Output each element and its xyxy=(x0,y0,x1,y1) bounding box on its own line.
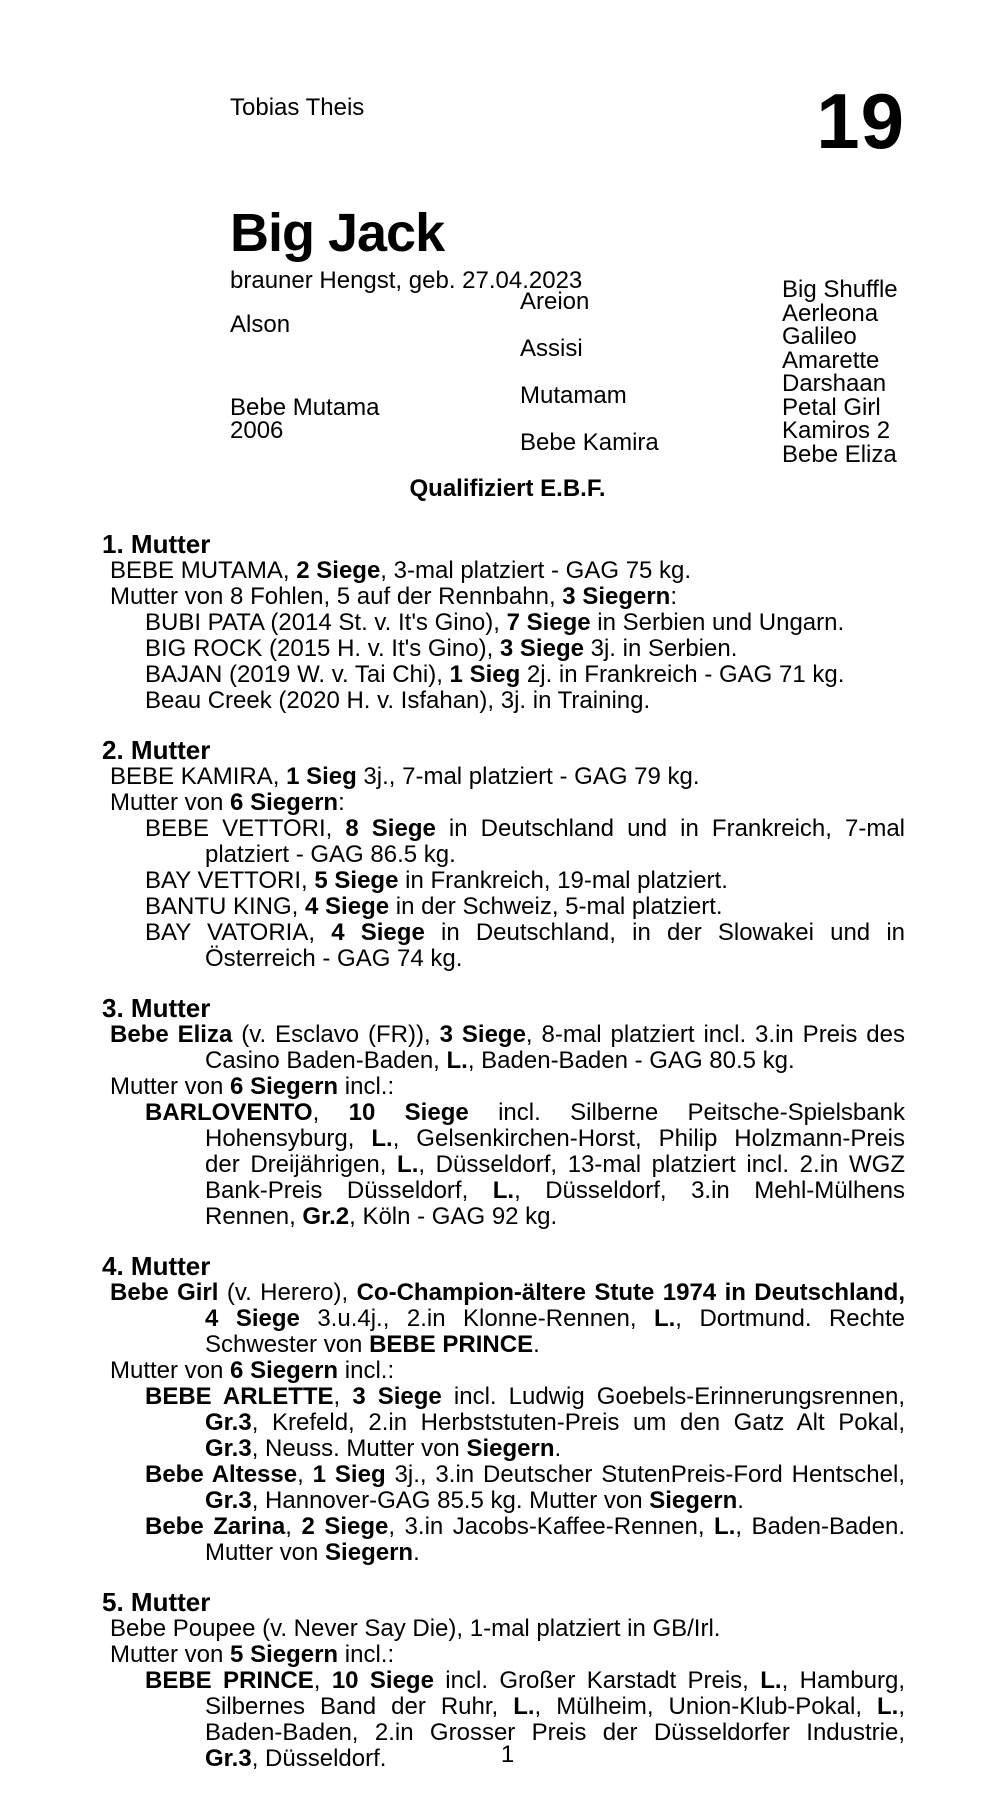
dam-summary-line xyxy=(110,1358,905,1384)
page-header xyxy=(110,0,905,165)
bold-text-run: 2 Siege xyxy=(296,557,381,584)
section-heading: 1. Mutter xyxy=(102,529,211,559)
pedigree-dam xyxy=(230,393,520,444)
text-run: BEBE VETTORI, xyxy=(145,815,346,842)
bold-text-run: Gr.3 xyxy=(205,1409,252,1436)
bold-text-run: 10 Siege xyxy=(348,1099,469,1126)
bold-text-run: Gr.3 xyxy=(205,1435,252,1462)
text-run: incl. Großer Karstadt Preis, xyxy=(433,1667,761,1694)
bold-text-run: L. xyxy=(371,1125,393,1152)
text-run: incl.: xyxy=(338,1073,395,1100)
dam-record-line xyxy=(110,1022,905,1074)
text-run: , Neuss. Mutter von xyxy=(251,1435,467,1462)
text-run: , Krefeld, 2.in Herbststuten-Preis um den Gatz Alt Pokal, xyxy=(251,1409,905,1436)
text-run: . xyxy=(533,1331,540,1358)
text-run: incl. Ludwig Goebels-Erinnerungsrennen, xyxy=(441,1383,906,1410)
bold-text-run: Gr.2 xyxy=(302,1203,350,1230)
produce-record-line xyxy=(110,662,905,688)
text-run: Mutter von xyxy=(110,789,231,816)
text-run: , xyxy=(297,1461,313,1488)
text-run: BEBE MUTAMA, xyxy=(110,557,297,584)
page-number: 1 xyxy=(500,1741,515,1768)
text-run: 3.u.4j., 2.in Klonne-Rennen, xyxy=(299,1305,654,1332)
pedigree-gen3-name: Aerleona xyxy=(782,299,879,327)
text-run: . xyxy=(413,1539,420,1566)
bold-text-run: 4 Siege xyxy=(305,893,390,920)
bold-text-run: Bebe Eliza xyxy=(110,1021,233,1048)
produce-record-line xyxy=(110,688,905,714)
text-run: , 8-mal platziert incl. 3.in Preis des Casino Baden-Baden, xyxy=(205,1021,905,1074)
text-run: Mutter von 8 Fohlen, 5 auf der Rennbahn, xyxy=(110,583,563,610)
text-run: , xyxy=(313,1667,332,1694)
bold-text-run: L. xyxy=(653,1305,676,1332)
qualification-note: Qualifiziert E.B.F. xyxy=(409,475,606,502)
text-run: 3j., 3.in Deutscher StutenPreis-Ford Hentschel, xyxy=(385,1461,906,1488)
pedigree-gen3-name: Big Shuffle xyxy=(782,276,898,303)
pedigree-gen3-name: Amarette xyxy=(782,346,880,374)
produce-record-line xyxy=(110,636,905,662)
consignor-name: Tobias Theis xyxy=(230,94,365,121)
text-run: in Deutschland, in der Slowakei und in Österreich - GAG 74 kg. xyxy=(205,919,906,972)
bold-text-run: 8 Siege xyxy=(345,815,436,842)
section-heading: 4. Mutter xyxy=(102,1251,211,1281)
text-run: , xyxy=(285,1513,302,1540)
bold-text-run: 6 Siegern xyxy=(230,1073,339,1100)
text-run: BEBE KAMIRA, xyxy=(110,763,287,790)
pedigree-sire xyxy=(230,313,520,337)
text-run: Mutter von xyxy=(110,1073,231,1100)
text-run: (v. Herero), xyxy=(218,1279,357,1306)
text-run: BIG ROCK (2015 H. v. It's Gino), xyxy=(145,635,500,662)
produce-record-line xyxy=(110,610,905,636)
pedigree-gen3-name: Bebe Eliza xyxy=(782,440,897,468)
bold-text-run: Co-Champion-ältere Stute 1974 in Deutschland, 4 Siege xyxy=(205,1279,905,1332)
bold-text-run: L. xyxy=(714,1513,736,1540)
text-run: , Mülheim, Union-Klub-Pokal, xyxy=(534,1693,877,1720)
produce-record-line xyxy=(110,1462,905,1514)
bold-text-run: 10 Siege xyxy=(331,1667,434,1694)
text-run: BUBI PATA (2014 St. v. It's Gino), xyxy=(145,609,507,636)
text-run: , Dortmund. Rechte Schwester von xyxy=(205,1305,906,1358)
horse-name: Big Jack xyxy=(230,203,445,263)
text-run: Mutter von xyxy=(110,1641,231,1668)
text-run: BAJAN (2019 W. v. Tai Chi), xyxy=(145,661,450,688)
text-run: , Düsseldorf, 13-mal platziert incl. 2.in WGZ Bank-Preis Düsseldorf, xyxy=(205,1151,905,1204)
dam-record-line xyxy=(110,764,905,790)
bold-text-run: L. xyxy=(760,1667,782,1694)
text-run: BANTU KING, xyxy=(145,893,306,920)
bold-text-run: 5 Siege xyxy=(314,867,399,894)
bold-text-run: 7 Siege xyxy=(506,609,591,636)
bold-text-run: 6 Siegern xyxy=(230,789,339,816)
pedigree-gen3-name: Darshaan xyxy=(782,370,887,397)
produce-record-line xyxy=(110,894,905,920)
text-run: , Baden-Baden - GAG 80.5 kg. xyxy=(467,1047,795,1074)
text-run: BAY VETTORI, xyxy=(145,867,315,894)
produce-record-line xyxy=(110,1100,905,1230)
bold-text-run: Siegern xyxy=(649,1487,738,1514)
bold-text-run: L. xyxy=(446,1047,468,1074)
mutter-section xyxy=(102,735,906,972)
pedigree-gen2-name: Bebe Kamira xyxy=(520,428,659,456)
bold-text-run: 3 Siege xyxy=(439,1021,526,1048)
text-run: in Frankreich, 19-mal platziert. xyxy=(398,867,728,894)
pedigree-dam-year: 2006 xyxy=(230,417,284,444)
text-run: . xyxy=(737,1487,744,1514)
text-run: incl.: xyxy=(338,1357,395,1384)
text-run: , Baden-Baden. Mutter von xyxy=(205,1513,906,1566)
bold-text-run: 4 Siege xyxy=(331,919,425,946)
pedigree-table xyxy=(230,278,905,466)
bold-text-run: Gr.3 xyxy=(205,1487,252,1514)
dam-record-line xyxy=(110,1616,905,1642)
pedigree-sire-name: Alson xyxy=(230,311,291,339)
lot-number: 19 xyxy=(816,77,905,165)
bold-text-run: Siegern xyxy=(466,1435,555,1462)
pedigree-gen3-name: Petal Girl xyxy=(782,393,881,421)
bold-text-run: Siegern xyxy=(325,1539,414,1566)
text-run: (v. Esclavo (FR)), xyxy=(232,1021,440,1048)
text-run: , Hannover-GAG 85.5 kg. Mutter von xyxy=(251,1487,650,1514)
text-run: incl. Silberne Peitsche-Spielsbank Hohensyburg, xyxy=(205,1099,905,1152)
text-run: : xyxy=(670,583,678,610)
dam-record-line xyxy=(110,558,905,584)
produce-record-line xyxy=(110,920,905,972)
text-run: , xyxy=(312,1099,349,1126)
bold-text-run: 3 Siegern xyxy=(562,583,671,610)
mutter-section xyxy=(102,1251,906,1566)
bold-text-run: 6 Siegern xyxy=(230,1357,339,1384)
text-run: , 3.in Jacobs-Kaffee-Rennen, xyxy=(388,1513,715,1540)
dam-summary-line xyxy=(110,790,905,816)
text-run: in der Schweiz, 5-mal platziert. xyxy=(389,893,723,920)
pedigree-gen3-name: Kamiros 2 xyxy=(782,417,891,444)
text-run: , Gelsenkirchen-Horst, Philip Holzmann-Preis der Dreijährigen, xyxy=(205,1125,906,1178)
horse-details: brauner Hengst, geb. 27.04.2023 xyxy=(230,267,583,294)
bold-text-run: BEBE ARLETTE xyxy=(145,1383,334,1410)
produce-record-line xyxy=(110,1384,905,1462)
text-run: , Hamburg, Silbernes Band der Ruhr, xyxy=(205,1667,906,1720)
text-run: , Köln - GAG 92 kg. xyxy=(349,1203,558,1230)
bold-text-run: Bebe Altesse xyxy=(145,1461,298,1488)
mutter-section xyxy=(102,529,905,714)
dam-summary-line xyxy=(110,584,905,610)
section-heading: 5. Mutter xyxy=(102,1587,211,1617)
text-run: in Deutschland und in Frankreich, 7-mal platziert - GAG 86.5 kg. xyxy=(205,815,906,868)
text-run: . xyxy=(554,1435,562,1462)
dam-summary-line xyxy=(110,1074,905,1100)
bold-text-run: L. xyxy=(397,1151,419,1178)
pedigree-dam-name: Bebe Mutama xyxy=(230,393,380,421)
text-run: , xyxy=(333,1383,353,1410)
section-heading: 2. Mutter xyxy=(102,735,211,765)
dam-record-line xyxy=(110,1280,905,1358)
bold-text-run: BEBE PRINCE xyxy=(369,1331,534,1358)
text-run: 2j. in Frankreich - GAG 71 kg. xyxy=(520,661,845,688)
bold-text-run: 1 Sieg xyxy=(312,1461,386,1488)
text-run: Mutter von xyxy=(110,1357,231,1384)
text-run: Bebe Poupee (v. Never Say Die), 1-mal platziert in GB/Irl. xyxy=(110,1615,721,1642)
pedigree-gen2-name: Mutamam xyxy=(520,381,627,409)
text-run: , Düsseldorf, 3.in Mehl-Mülhens Rennen, xyxy=(205,1177,905,1230)
text-run: 3j. in Serbien. xyxy=(583,635,738,662)
pedigree-gen2-name: Assisi xyxy=(520,334,583,362)
text-run: BAY VATORIA, xyxy=(145,919,332,946)
bold-text-run: BEBE PRINCE xyxy=(145,1667,314,1694)
bold-text-run: Bebe Girl xyxy=(110,1279,219,1306)
bold-text-run: 1 Sieg xyxy=(286,763,357,790)
bold-text-run: L. xyxy=(492,1177,515,1204)
text-run: incl.: xyxy=(338,1641,395,1668)
bold-text-run: 3 Siege xyxy=(352,1383,442,1410)
bold-text-run: BARLOVENTO xyxy=(145,1099,313,1126)
bold-text-run: Gr.3 xyxy=(205,1745,252,1772)
produce-record-line xyxy=(110,816,905,868)
text-run: Beau Creek (2020 H. v. Isfahan), 3j. in Training. xyxy=(145,687,651,714)
pedigree-gen2-name: Areion xyxy=(520,287,590,315)
text-run: in Serbien und Ungarn. xyxy=(590,609,845,636)
section-heading: 3. Mutter xyxy=(102,993,211,1023)
text-run: 3j., 7-mal platziert - GAG 79 kg. xyxy=(356,763,700,790)
text-run: , Düsseldorf. xyxy=(251,1745,387,1772)
bold-text-run: L. xyxy=(513,1693,535,1720)
pedigree-gen3-name: Galileo xyxy=(782,323,857,350)
produce-record-line xyxy=(110,868,905,894)
dam-summary-line xyxy=(110,1642,905,1668)
mutter-section xyxy=(102,993,906,1230)
mutter-sections xyxy=(102,529,906,1772)
text-run: , Baden-Baden, 2.in Grosser Preis der Düsseldorfer Industrie, xyxy=(205,1693,905,1746)
text-run: : xyxy=(338,789,345,816)
bold-text-run: 2 Siege xyxy=(301,1513,389,1540)
bold-text-run: 5 Siegern xyxy=(230,1641,339,1668)
produce-record-line xyxy=(110,1514,905,1566)
bold-text-run: L. xyxy=(877,1693,899,1720)
bold-text-run: 3 Siege xyxy=(499,635,584,662)
bold-text-run: 1 Sieg xyxy=(449,661,521,688)
bold-text-run: Bebe Zarina xyxy=(145,1513,286,1540)
text-run: , 3-mal platziert - GAG 75 kg. xyxy=(380,557,692,584)
